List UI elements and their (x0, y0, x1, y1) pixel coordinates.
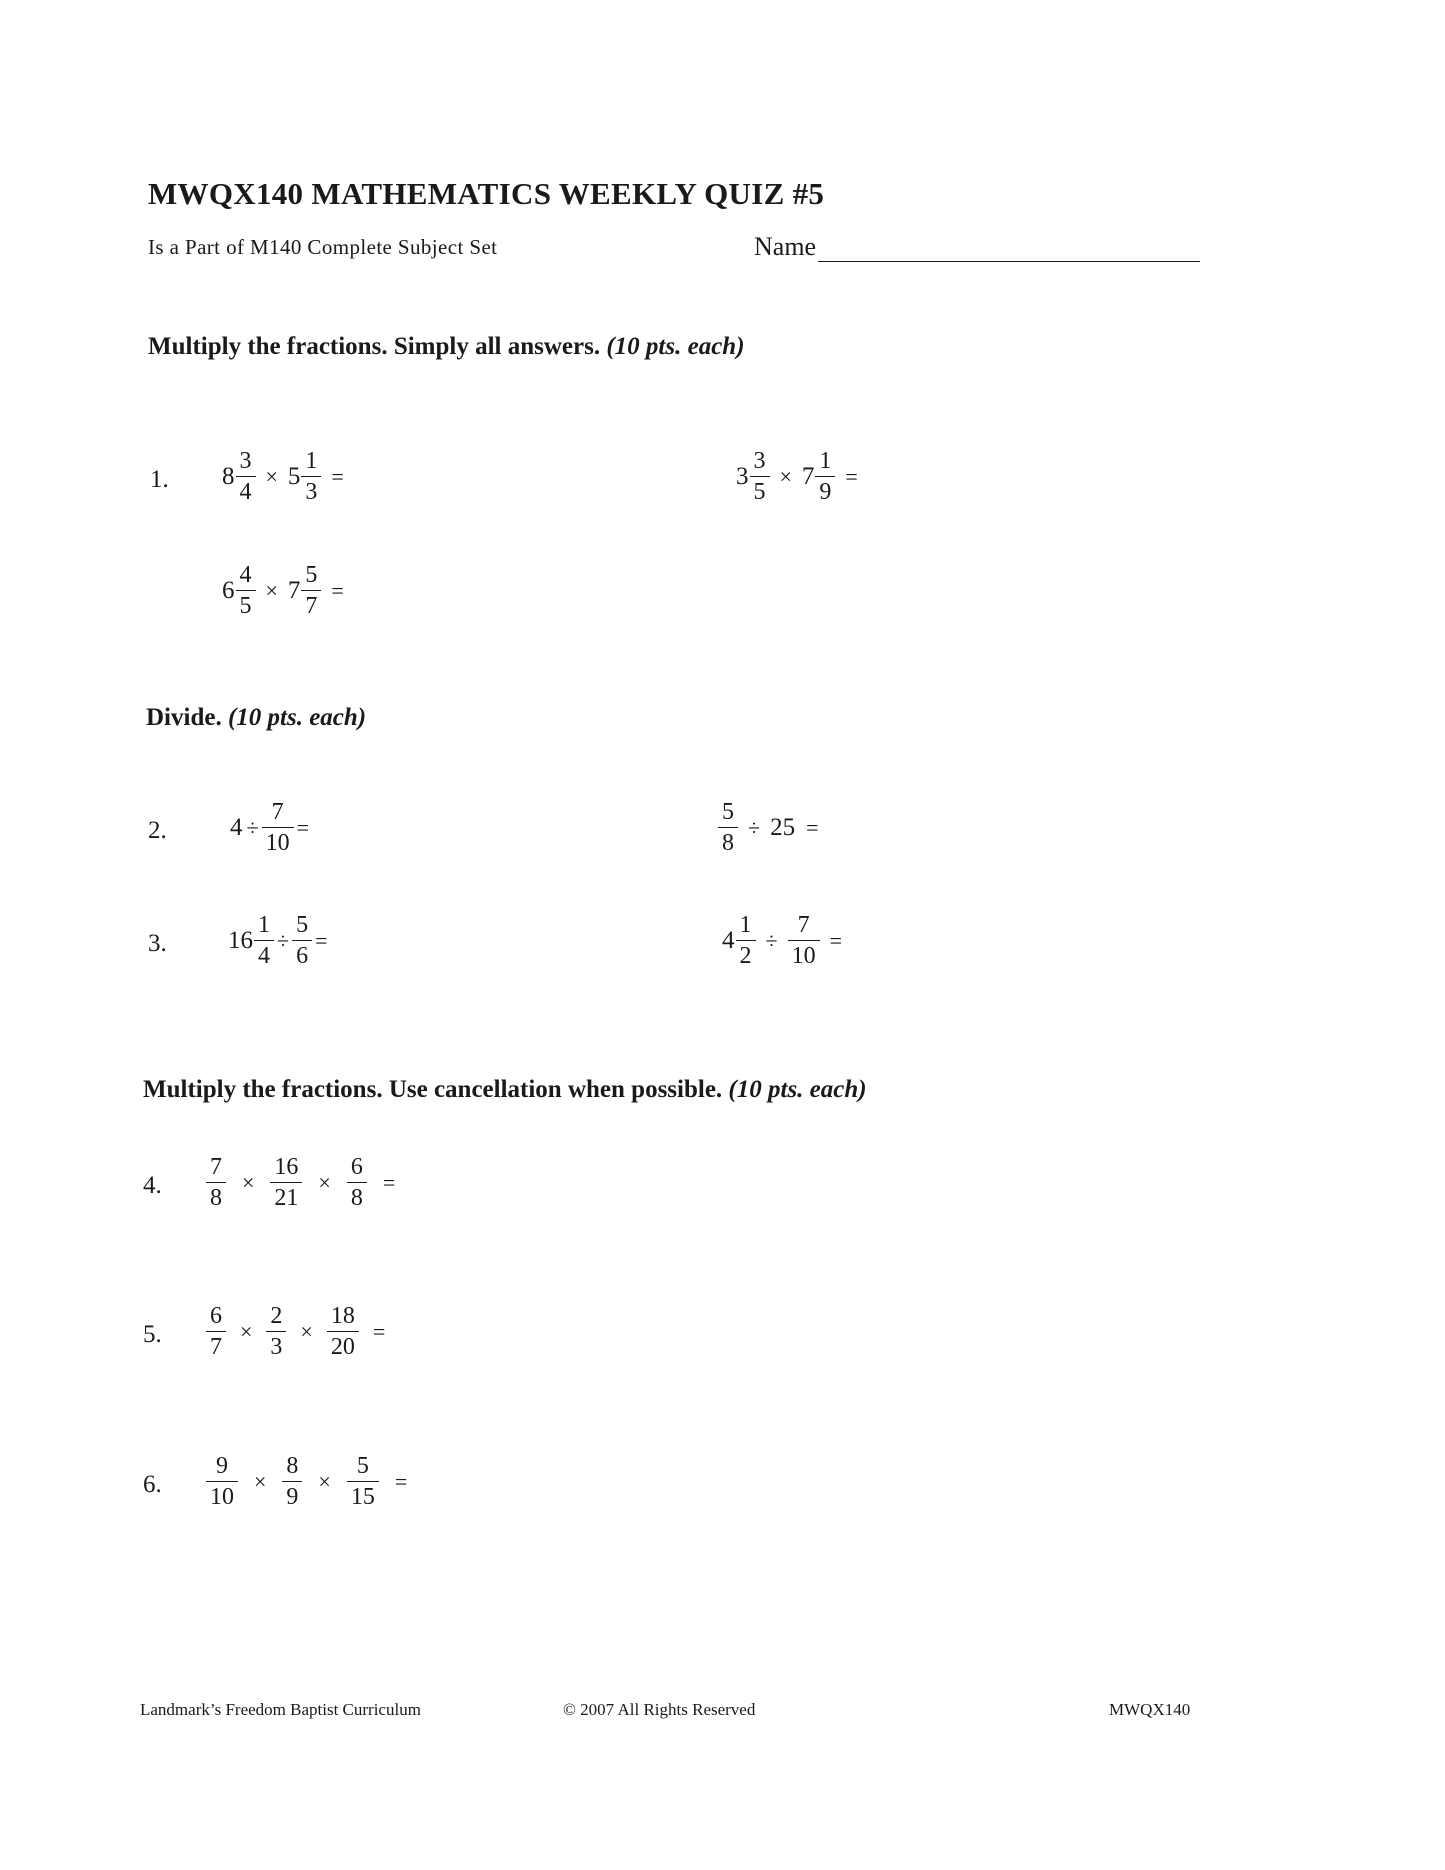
section-instructions-cancellation (143, 1076, 867, 1104)
operator: ÷ (748, 814, 761, 840)
whole-number: 5 (287, 462, 301, 490)
fraction: $\frac{7}{8}$ (206, 1155, 226, 1210)
problem-3b (722, 913, 852, 968)
problem-number: 1. (150, 466, 169, 493)
name-field[interactable] (754, 232, 1200, 262)
whole-number: 7 (801, 462, 815, 490)
whole-number: 4 (230, 813, 243, 841)
section-text: Divide. (146, 704, 228, 731)
section-points: (10 pts. each) (606, 333, 745, 360)
fraction: $\frac{1}{2}$ (736, 913, 756, 968)
fraction: $\frac{4}{5}$ (236, 563, 256, 618)
fraction: $\frac{5}{6}$ (292, 913, 312, 968)
problem-2b (718, 800, 829, 855)
operator: × (318, 1169, 331, 1195)
equals-sign: = (806, 814, 819, 840)
fraction: $\frac{18}{20}$ (327, 1304, 359, 1359)
fraction: $\frac{7}{10}$ (262, 800, 294, 855)
operator: × (254, 1468, 267, 1494)
equals-sign: = (829, 927, 842, 953)
operator: × (242, 1169, 255, 1195)
problem-number: 6. (143, 1471, 162, 1498)
equals-sign: = (331, 463, 344, 489)
name-label: Name (754, 232, 817, 261)
operator: × (265, 577, 278, 603)
problem-5 (206, 1304, 399, 1359)
fraction: $\frac{2}{3}$ (266, 1304, 286, 1359)
section-text: Multiply the fractions. Simply all answers. (148, 333, 607, 360)
fraction: $\frac{6}{7}$ (206, 1304, 226, 1359)
problem-6 (206, 1454, 423, 1509)
fraction: $\frac{1}{9}$ (815, 449, 835, 504)
whole-number: 16 (228, 926, 253, 954)
whole-number: 7 (287, 576, 301, 604)
footer-code: MWQX140 (1109, 1700, 1191, 1719)
problem-number: 4. (143, 1172, 162, 1199)
problem-4 (206, 1155, 411, 1210)
problem-1b (736, 449, 868, 504)
operator: × (318, 1468, 331, 1494)
problem-3a (228, 913, 331, 968)
operator: × (240, 1318, 253, 1344)
section-instructions-divide (146, 704, 366, 732)
page-title: MWQX140 MATHEMATICS WEEKLY QUIZ #5 (148, 176, 825, 211)
operator: × (300, 1318, 313, 1344)
operator: ÷ (246, 814, 259, 840)
whole-number: 4 (722, 926, 735, 954)
fraction: $\frac{6}{8}$ (347, 1155, 367, 1210)
equals-sign: = (296, 814, 309, 840)
whole-number: 8 (222, 462, 235, 490)
fraction: $\frac{7}{10}$ (788, 913, 820, 968)
operator: × (779, 463, 792, 489)
whole-number: 6 (222, 576, 235, 604)
fraction: $\frac{16}{21}$ (270, 1155, 302, 1210)
problem-number: 5. (143, 1321, 162, 1348)
section-points: (10 pts. each) (728, 1076, 867, 1103)
name-line[interactable] (818, 237, 1200, 262)
equals-sign: = (845, 463, 858, 489)
subtitle: Is a Part of M140 Complete Subject Set (148, 235, 498, 259)
footer-publisher: Landmark’s Freedom Baptist Curriculum (140, 1700, 421, 1719)
equals-sign: = (382, 1169, 396, 1195)
whole-number: 3 (736, 462, 749, 490)
section-text: Multiply the fractions. Use cancellation when possible. (143, 1076, 729, 1103)
fraction: $\frac{5}{8}$ (718, 800, 738, 855)
problem-1a (222, 449, 354, 504)
fraction: $\frac{3}{4}$ (236, 449, 256, 504)
fraction: $\frac{9}{10}$ (206, 1454, 238, 1509)
operator: × (265, 463, 278, 489)
fraction: $\frac{5}{15}$ (347, 1454, 379, 1509)
fraction: $\frac{5}{7}$ (301, 563, 321, 618)
equals-sign: = (372, 1318, 386, 1344)
problem-number: 2. (148, 817, 167, 844)
problem-number: 3. (148, 930, 167, 957)
fraction: $\frac{8}{9}$ (282, 1454, 302, 1509)
equals-sign: = (331, 577, 344, 603)
equals-sign: = (394, 1468, 408, 1494)
whole-number: 25 (770, 813, 796, 841)
fraction: $\frac{1}{3}$ (301, 449, 321, 504)
problem-2a (230, 800, 312, 855)
operator: ÷ (765, 927, 778, 953)
operator: ÷ (277, 927, 290, 953)
problem-1c (222, 563, 354, 618)
section-instructions-multiply (148, 333, 745, 361)
fraction: $\frac{3}{5}$ (750, 449, 770, 504)
section-points: (10 pts. each) (227, 704, 367, 731)
footer-copyright: © 2007 All Rights Reserved (563, 1700, 756, 1719)
equals-sign: = (315, 927, 328, 953)
fraction: $\frac{1}{4}$ (254, 913, 274, 968)
